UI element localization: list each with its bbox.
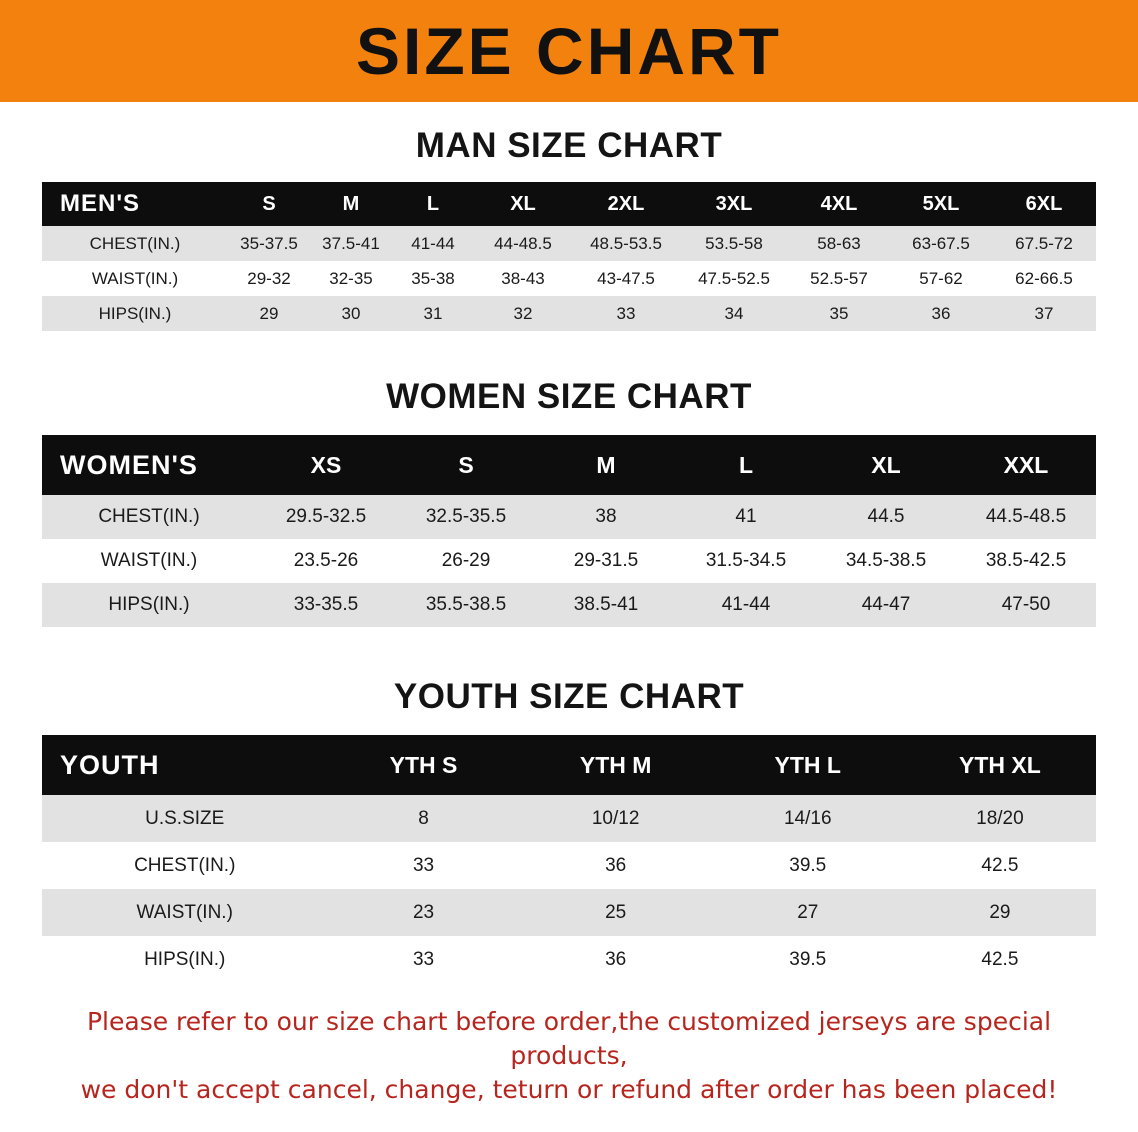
table-row [42, 296, 1096, 331]
youth-ussize-m: 10/12 [520, 795, 712, 842]
youth-waist-xl: 29 [904, 889, 1096, 936]
page-title: SIZE CHART [356, 14, 782, 88]
table-row [42, 795, 1096, 842]
women-hips-xs: 33-35.5 [256, 583, 396, 627]
youth-ussize-xl: 18/20 [904, 795, 1096, 842]
women-size-table [42, 435, 1096, 627]
women-chest-xxl: 44.5-48.5 [956, 495, 1096, 539]
men-chest-4xl: 58-63 [788, 226, 890, 261]
youth-chest-xl: 42.5 [904, 842, 1096, 889]
men-hips-s: 29 [228, 296, 310, 331]
youth-section-title: YOUTH SIZE CHART [393, 677, 745, 716]
women-row-label-waist: WAIST(IN.) [42, 539, 256, 583]
youth-header-cell-2: YTH M [520, 735, 712, 795]
women-chest-l: 41 [676, 495, 816, 539]
men-header-cell-8: 5XL [890, 182, 992, 226]
men-hips-6xl: 37 [992, 296, 1096, 331]
men-hips-l: 31 [392, 296, 474, 331]
youth-ussize-l: 14/16 [712, 795, 904, 842]
men-chest-6xl: 67.5-72 [992, 226, 1096, 261]
men-header-cell-9: 6XL [992, 182, 1096, 226]
men-chest-xl: 44-48.5 [474, 226, 572, 261]
women-chest-m: 38 [536, 495, 676, 539]
men-header-cell-7: 4XL [788, 182, 890, 226]
youth-size-table [42, 735, 1096, 983]
women-chest-xs: 29.5-32.5 [256, 495, 396, 539]
men-hips-m: 30 [310, 296, 392, 331]
men-header-cell-0: MEN'S [42, 182, 228, 226]
men-waist-m: 32-35 [310, 261, 392, 296]
men-hips-5xl: 36 [890, 296, 992, 331]
youth-row-label-waist: WAIST(IN.) [42, 889, 327, 936]
youth-header-cell-0: YOUTH [42, 735, 327, 795]
women-row-label-hips: HIPS(IN.) [42, 583, 256, 627]
women-waist-s: 26-29 [396, 539, 536, 583]
men-row-label-waist: WAIST(IN.) [42, 261, 228, 296]
men-table-wrap [42, 182, 1096, 331]
women-header-cell-5: XL [816, 435, 956, 495]
youth-hips-l: 39.5 [712, 936, 904, 983]
women-header-cell-6: XXL [956, 435, 1096, 495]
women-hips-s: 35.5-38.5 [396, 583, 536, 627]
women-chest-xl: 44.5 [816, 495, 956, 539]
men-hips-2xl: 33 [572, 296, 680, 331]
youth-hips-m: 36 [520, 936, 712, 983]
youth-waist-s: 23 [327, 889, 519, 936]
table-row [42, 842, 1096, 889]
table-row [42, 495, 1096, 539]
women-table-wrap [42, 435, 1096, 627]
youth-table-wrap [42, 735, 1096, 983]
men-hips-4xl: 35 [788, 296, 890, 331]
policy-note-line-1: Please refer to our size chart before order,the customized jerseys are special products, [86, 1007, 1052, 1070]
youth-hips-xl: 42.5 [904, 936, 1096, 983]
youth-header-cell-4: YTH XL [904, 735, 1096, 795]
table-row [42, 583, 1096, 627]
men-chest-m: 37.5-41 [310, 226, 392, 261]
youth-chest-s: 33 [327, 842, 519, 889]
men-row-label-chest: CHEST(IN.) [42, 226, 228, 261]
youth-chest-l: 39.5 [712, 842, 904, 889]
youth-header-cell-3: YTH L [712, 735, 904, 795]
men-header-cell-2: M [310, 182, 392, 226]
women-header-cell-1: XS [256, 435, 396, 495]
men-chest-3xl: 53.5-58 [680, 226, 788, 261]
women-waist-xxl: 38.5-42.5 [956, 539, 1096, 583]
youth-hips-s: 33 [327, 936, 519, 983]
women-header-cell-3: M [536, 435, 676, 495]
men-waist-s: 29-32 [228, 261, 310, 296]
youth-waist-l: 27 [712, 889, 904, 936]
policy-note-line-2: we don't accept cancel, change, teturn or refund after order has been placed! [80, 1074, 1058, 1104]
men-row-label-hips: HIPS(IN.) [42, 296, 228, 331]
men-section-title: MAN SIZE CHART [415, 126, 723, 165]
youth-ussize-s: 8 [327, 795, 519, 842]
men-hips-3xl: 34 [680, 296, 788, 331]
men-waist-5xl: 57-62 [890, 261, 992, 296]
men-header-cell-6: 3XL [680, 182, 788, 226]
women-waist-l: 31.5-34.5 [676, 539, 816, 583]
men-waist-3xl: 47.5-52.5 [680, 261, 788, 296]
youth-chest-m: 36 [520, 842, 712, 889]
men-waist-2xl: 43-47.5 [572, 261, 680, 296]
men-chest-2xl: 48.5-53.5 [572, 226, 680, 261]
men-header-cell-3: L [392, 182, 474, 226]
men-waist-xl: 38-43 [474, 261, 572, 296]
table-row [42, 889, 1096, 936]
men-waist-l: 35-38 [392, 261, 474, 296]
youth-header-cell-1: YTH S [327, 735, 519, 795]
men-table-header-row [42, 182, 1096, 226]
table-row [42, 226, 1096, 261]
women-waist-m: 29-31.5 [536, 539, 676, 583]
youth-row-label-ussize: U.S.SIZE [42, 795, 327, 842]
women-header-cell-0: WOMEN'S [42, 435, 256, 495]
men-waist-4xl: 52.5-57 [788, 261, 890, 296]
table-row [42, 539, 1096, 583]
women-chest-s: 32.5-35.5 [396, 495, 536, 539]
men-chest-s: 35-37.5 [228, 226, 310, 261]
women-hips-m: 38.5-41 [536, 583, 676, 627]
men-hips-xl: 32 [474, 296, 572, 331]
women-waist-xs: 23.5-26 [256, 539, 396, 583]
women-header-cell-4: L [676, 435, 816, 495]
men-chest-5xl: 63-67.5 [890, 226, 992, 261]
youth-table-header-row [42, 735, 1096, 795]
youth-row-label-chest: CHEST(IN.) [42, 842, 327, 889]
men-header-cell-5: 2XL [572, 182, 680, 226]
policy-note [40, 1005, 1098, 1106]
women-waist-xl: 34.5-38.5 [816, 539, 956, 583]
table-row [42, 936, 1096, 983]
women-header-cell-2: S [396, 435, 536, 495]
men-size-table [42, 182, 1096, 331]
women-section-title: WOMEN SIZE CHART [386, 377, 752, 416]
men-chest-l: 41-44 [392, 226, 474, 261]
men-waist-6xl: 62-66.5 [992, 261, 1096, 296]
women-hips-xl: 44-47 [816, 583, 956, 627]
youth-row-label-hips: HIPS(IN.) [42, 936, 327, 983]
women-hips-l: 41-44 [676, 583, 816, 627]
youth-waist-m: 25 [520, 889, 712, 936]
table-row [42, 261, 1096, 296]
men-header-cell-1: S [228, 182, 310, 226]
page-banner [0, 0, 1138, 102]
women-table-header-row [42, 435, 1096, 495]
women-row-label-chest: CHEST(IN.) [42, 495, 256, 539]
men-header-cell-4: XL [474, 182, 572, 226]
women-hips-xxl: 47-50 [956, 583, 1096, 627]
